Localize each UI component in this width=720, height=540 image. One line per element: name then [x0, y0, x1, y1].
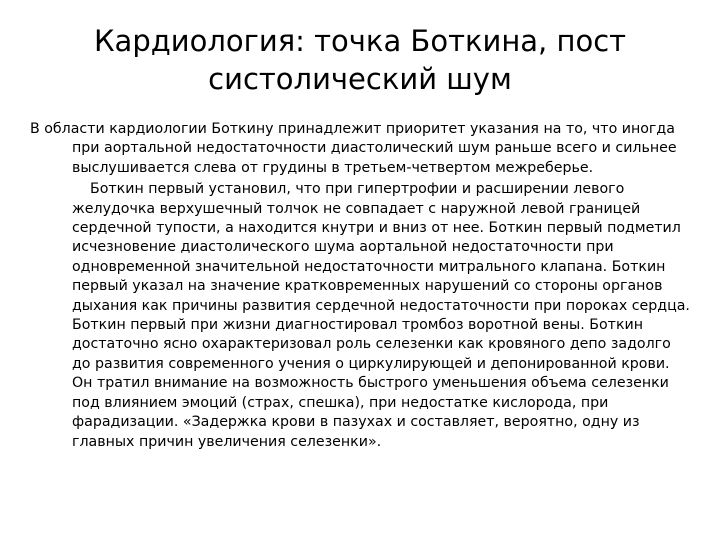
body-paragraph-1	[30, 120, 692, 178]
slide-body	[30, 120, 692, 452]
page-title: Кардиология: точка Боткина, пост систолический шум	[93, 24, 627, 96]
body-paragraph-2: Боткин первый установил, что при гипертрофии и расширении левого желудочка верхушечный толчок не совпадает с наружной левой границей сердечной тупости, а находится кнутри и вниз от нее. Боткин первый подметил исчезновение диастолического шума аортальной недостаточности при одновременной значительной недостаточности митрального клапана. Боткин первый указал на значение кратковременных нарушений со стороны органов дыхания как причины развития сердечной недостаточности при пороках сердца. Боткин первый при жизни диагностировал тромбоз воротной вены. Боткин достаточно ясно охарактеризовал роль селезенки как кровяного депо задолго до развития современного учения о циркулирующей и депонированной крови. Он тратил внимание на возможность быстрого уменьшения объема селезенки под влиянием эмоций (страх, спешка), при недостатке кислорода, при фарадизации. «Задержка крови в пазухах и составляет, вероятно, одну из главных причин увеличения селезенки».	[72, 181, 690, 450]
body-paragraph-1-text: В области кардиологии Боткину принадлежит приоритет указания на то, что иногда при аортальной недостаточности диастолический шум раньше всего и сильнее выслушивается слева от грудины в третьем-четвертом межреберье.	[30, 121, 677, 176]
